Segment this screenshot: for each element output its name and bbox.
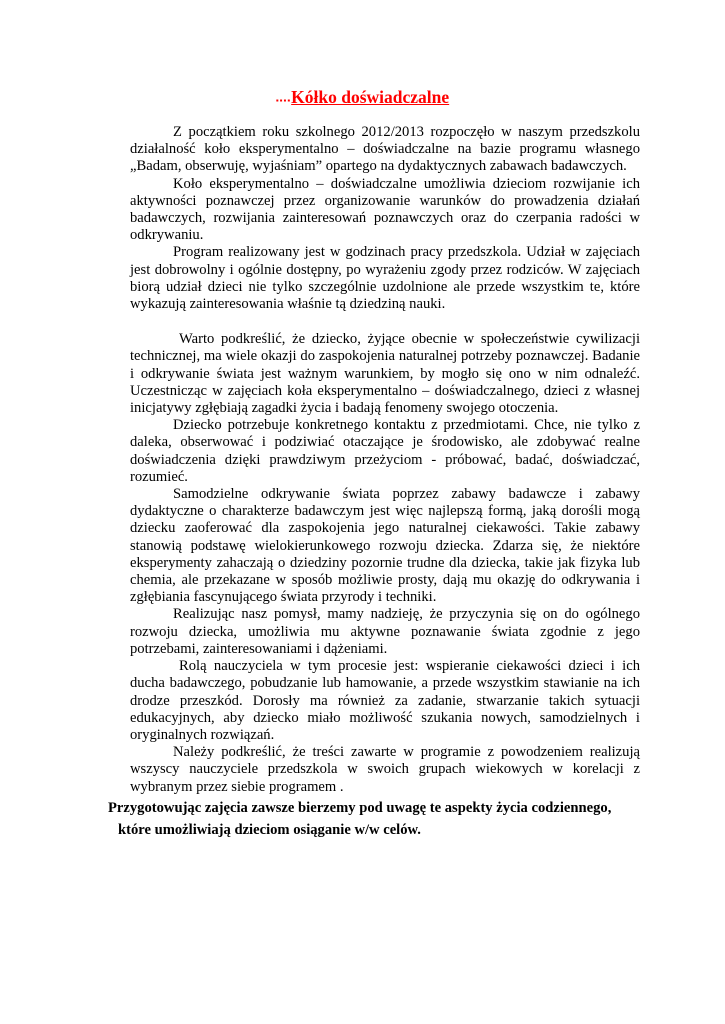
paragraph-gap [130, 313, 640, 331]
paragraph-child-needs: Dziecko potrzebuje konkretnego kontaktu z przedmiotami. Chce, nie tylko z daleka, obserwować i podziwiać otaczające je środowisko, ale zdobywać realne doświadczenia dzięki prawdziwym przeżyciom - próbować, badać, doświadczać, rozumieć. [130, 417, 640, 485]
closing-line-2: które umożliwiają dzieciom osiąganie w/w celów. [118, 822, 421, 838]
paragraph-hope: Realizując nasz pomysł, mamy nadzieję, że przyczynia się on do ogólnego rozwoju dziecka, umożliwia mu aktywne poznawanie świata zgodnie z jego potrzebami, zainteresowaniami i dążeniami. [130, 606, 640, 657]
paragraph-program-schedule: Program realizowany jest w godzinach pracy przedszkola. Udział w zajęciach jest dobrowolny i ogólnie dostępny, po wyrażeniu zgody przez rodziców. W zajęciach biorą udział dzieci nie tylko szczególnie uzdolnione ale przede wszystkim te, które wykazują zainteresowania właśnie tą dziedziną nauki. [130, 244, 640, 313]
paragraph-implementation: Należy podkreślić, że treści zawarte w programie z powodzeniem realizują wszyscy nauczyciele przedszkola w swoich grupach wiekowych w korelacji z wybranym przez siebie programem . [130, 744, 640, 795]
paragraph-independent-discovery: Samodzielne odkrywanie świata poprzez zabawy badawcze i zabawy dydaktyczne o charakterze badawczym jest więc najlepszą formą, jaką dorośli mogą dziecku zaoferować dla zaspokojenia jego naturalnej ciekawości. Takie zabawy stanowią podstawę wielokierunkowego rozwoju dziecka. Zdarza się, że niektóre eksperymenty zahaczają o dziedziny pozornie trudne dla dziecka, takie jak fizyka lub chemia, ale przekazane w sposób możliwie prosty, dają mu okazję do odkrywania i zgłębiania fascynującego świata przyrody i techniki. [130, 486, 640, 606]
paragraph-teacher-role: Rolą nauczyciela w tym procesie jest: wspieranie ciekawości dzieci i ich ducha badawczego, pobudzanie lub hamowanie, a przede wszystkim stawianie na ich drodze przeszkód. Dorosły ma również za zadanie, stwarzanie takich sytuacji edukacyjnych, aby dziecko miało możliwość szukania nowych, samodzielnych i oryginalnych rozwiązań. [130, 658, 640, 743]
closing-statement [108, 797, 648, 841]
title-bullet-marks: ▪▪▪▪ [275, 96, 292, 105]
document-body [130, 124, 640, 796]
page-title: Kółko doświadczalne [291, 87, 450, 107]
paragraph-club-purpose: Koło eksperymentalno – doświadczalne umożliwia dzieciom rozwijanie ich aktywności poznawczej przez organizowanie warunków do prowadzenia działań badawczych, rozwijania zainteresowań poznawczych oraz do czerpania radości w odkrywaniu. [130, 175, 640, 244]
closing-line-1: Przygotowując zajęcia zawsze bierzemy pod uwagę te aspekty życia codziennego, [108, 800, 612, 816]
paragraph-worth-noting: Warto podkreślić, że dziecko, żyjące obecnie w społeczeństwie cywilizacji technicznej, ma wiele okazji do zaspokojenia naturalnej potrzeby poznawczej. Badanie i odkrywanie świata jest ważnym warunkiem, by mogło się ono w nim odnaleźć. Uczestnicząc w zajęciach koła eksperymentalno – doświadczalnego, dzieci z własnej inicjatywy zgłębiają zagadki życia i badają fenomeny swojego otoczenia. [130, 331, 640, 417]
title-block [0, 87, 725, 108]
paragraph-intro: Z początkiem roku szkolnego 2012/2013 rozpoczęło w naszym przedszkolu działalność koło eksperymentalno – doświadczalne na bazie programu własnego „Badam, obserwuję, wyjaśniam” opartego na dydaktycznych zabawach badawczych. [130, 124, 640, 175]
